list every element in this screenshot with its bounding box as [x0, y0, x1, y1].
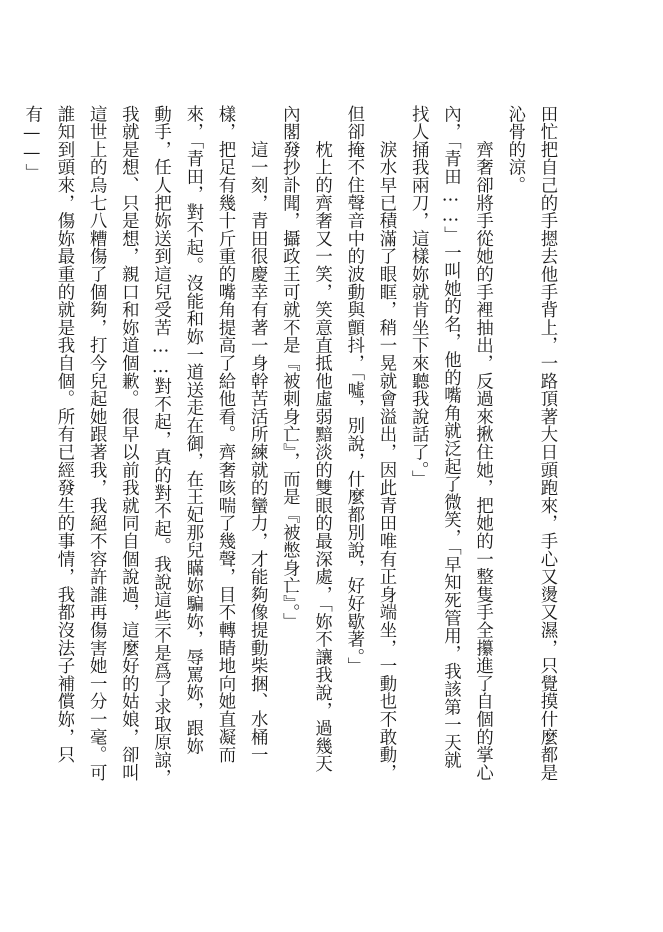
- text-column: 來，「青田，對不起。沒能和妳一道送走在御，在王妃那兒瞞妳騙妳，辱罵妳，跟妳: [182, 105, 203, 755]
- text-column: 齊奢卻將手從她的手裡抽出，反過來揪住她，把她的一整隻手全攥進了自個的掌心: [472, 105, 493, 782]
- text-column: 誰知到頭來，傷妳最重的就是我自個。所有已經發生的事情，我都沒法子補償妳，只: [53, 105, 74, 764]
- text-column: 枕上的齊奢又一笑，笑意直抵他虛弱黯淡的雙眼的最深處，「妳不讓我說，過幾天: [311, 105, 332, 773]
- text-column: 田忙把自己的手摁去他手背上，一路頂著大日頭跑來，手心又燙又濕，只覺摸什麼都是: [537, 105, 557, 782]
- text-column: 內閣發抄訃聞，攝政王可就不是『被刺身亡』，而是『被憋身亡』。」: [279, 105, 300, 631]
- text-column: 但卻掩不住聲音中的波動與顫抖，「噓，別說，什麼都別說，好好歇著。」: [343, 105, 364, 675]
- text-column: 淚水早已積滿了眼眶，稍一晃就會溢出，因此青田唯有正身端坐，一動也不敢動，: [375, 105, 396, 782]
- text-column: 這世上的烏七八糟傷了個夠，打今兒起她跟著我，我絕不容許誰再傷害她一分一毫。可: [86, 105, 107, 782]
- text-column: 動手，任人把妳送到這兒受苦……對不起，真的對不起。我說這些不是爲了求取原諒，: [150, 105, 171, 787]
- text-column: 樣，把足有幾十斤重的嘴角提高了給他看。齊奢咳喘了幾聲，目不轉睛地向她直凝而: [214, 105, 235, 764]
- text-column: 有——」: [21, 105, 42, 182]
- text-column: 這一刻，青田很慶幸有著一身幹苦活所練就的蠻力，才能夠像提動柴捆、水桶一: [247, 105, 268, 764]
- vertical-text-body: [21, 105, 563, 865]
- text-column: 找人捅我兩刀，這樣妳就肯坐下來聽我說話了。」: [408, 105, 429, 488]
- text-column: 我就是想、只是想，親口和妳道個歉。很早以前我就同自個說過，這麼好的姑娘，卻叫: [118, 105, 139, 782]
- text-column: 沁骨的涼。: [504, 105, 525, 194]
- text-column: 內，「青田……」一叫她的名，他的嘴角就泛起了微笑，「早知死管用，我該第一天就: [440, 105, 461, 770]
